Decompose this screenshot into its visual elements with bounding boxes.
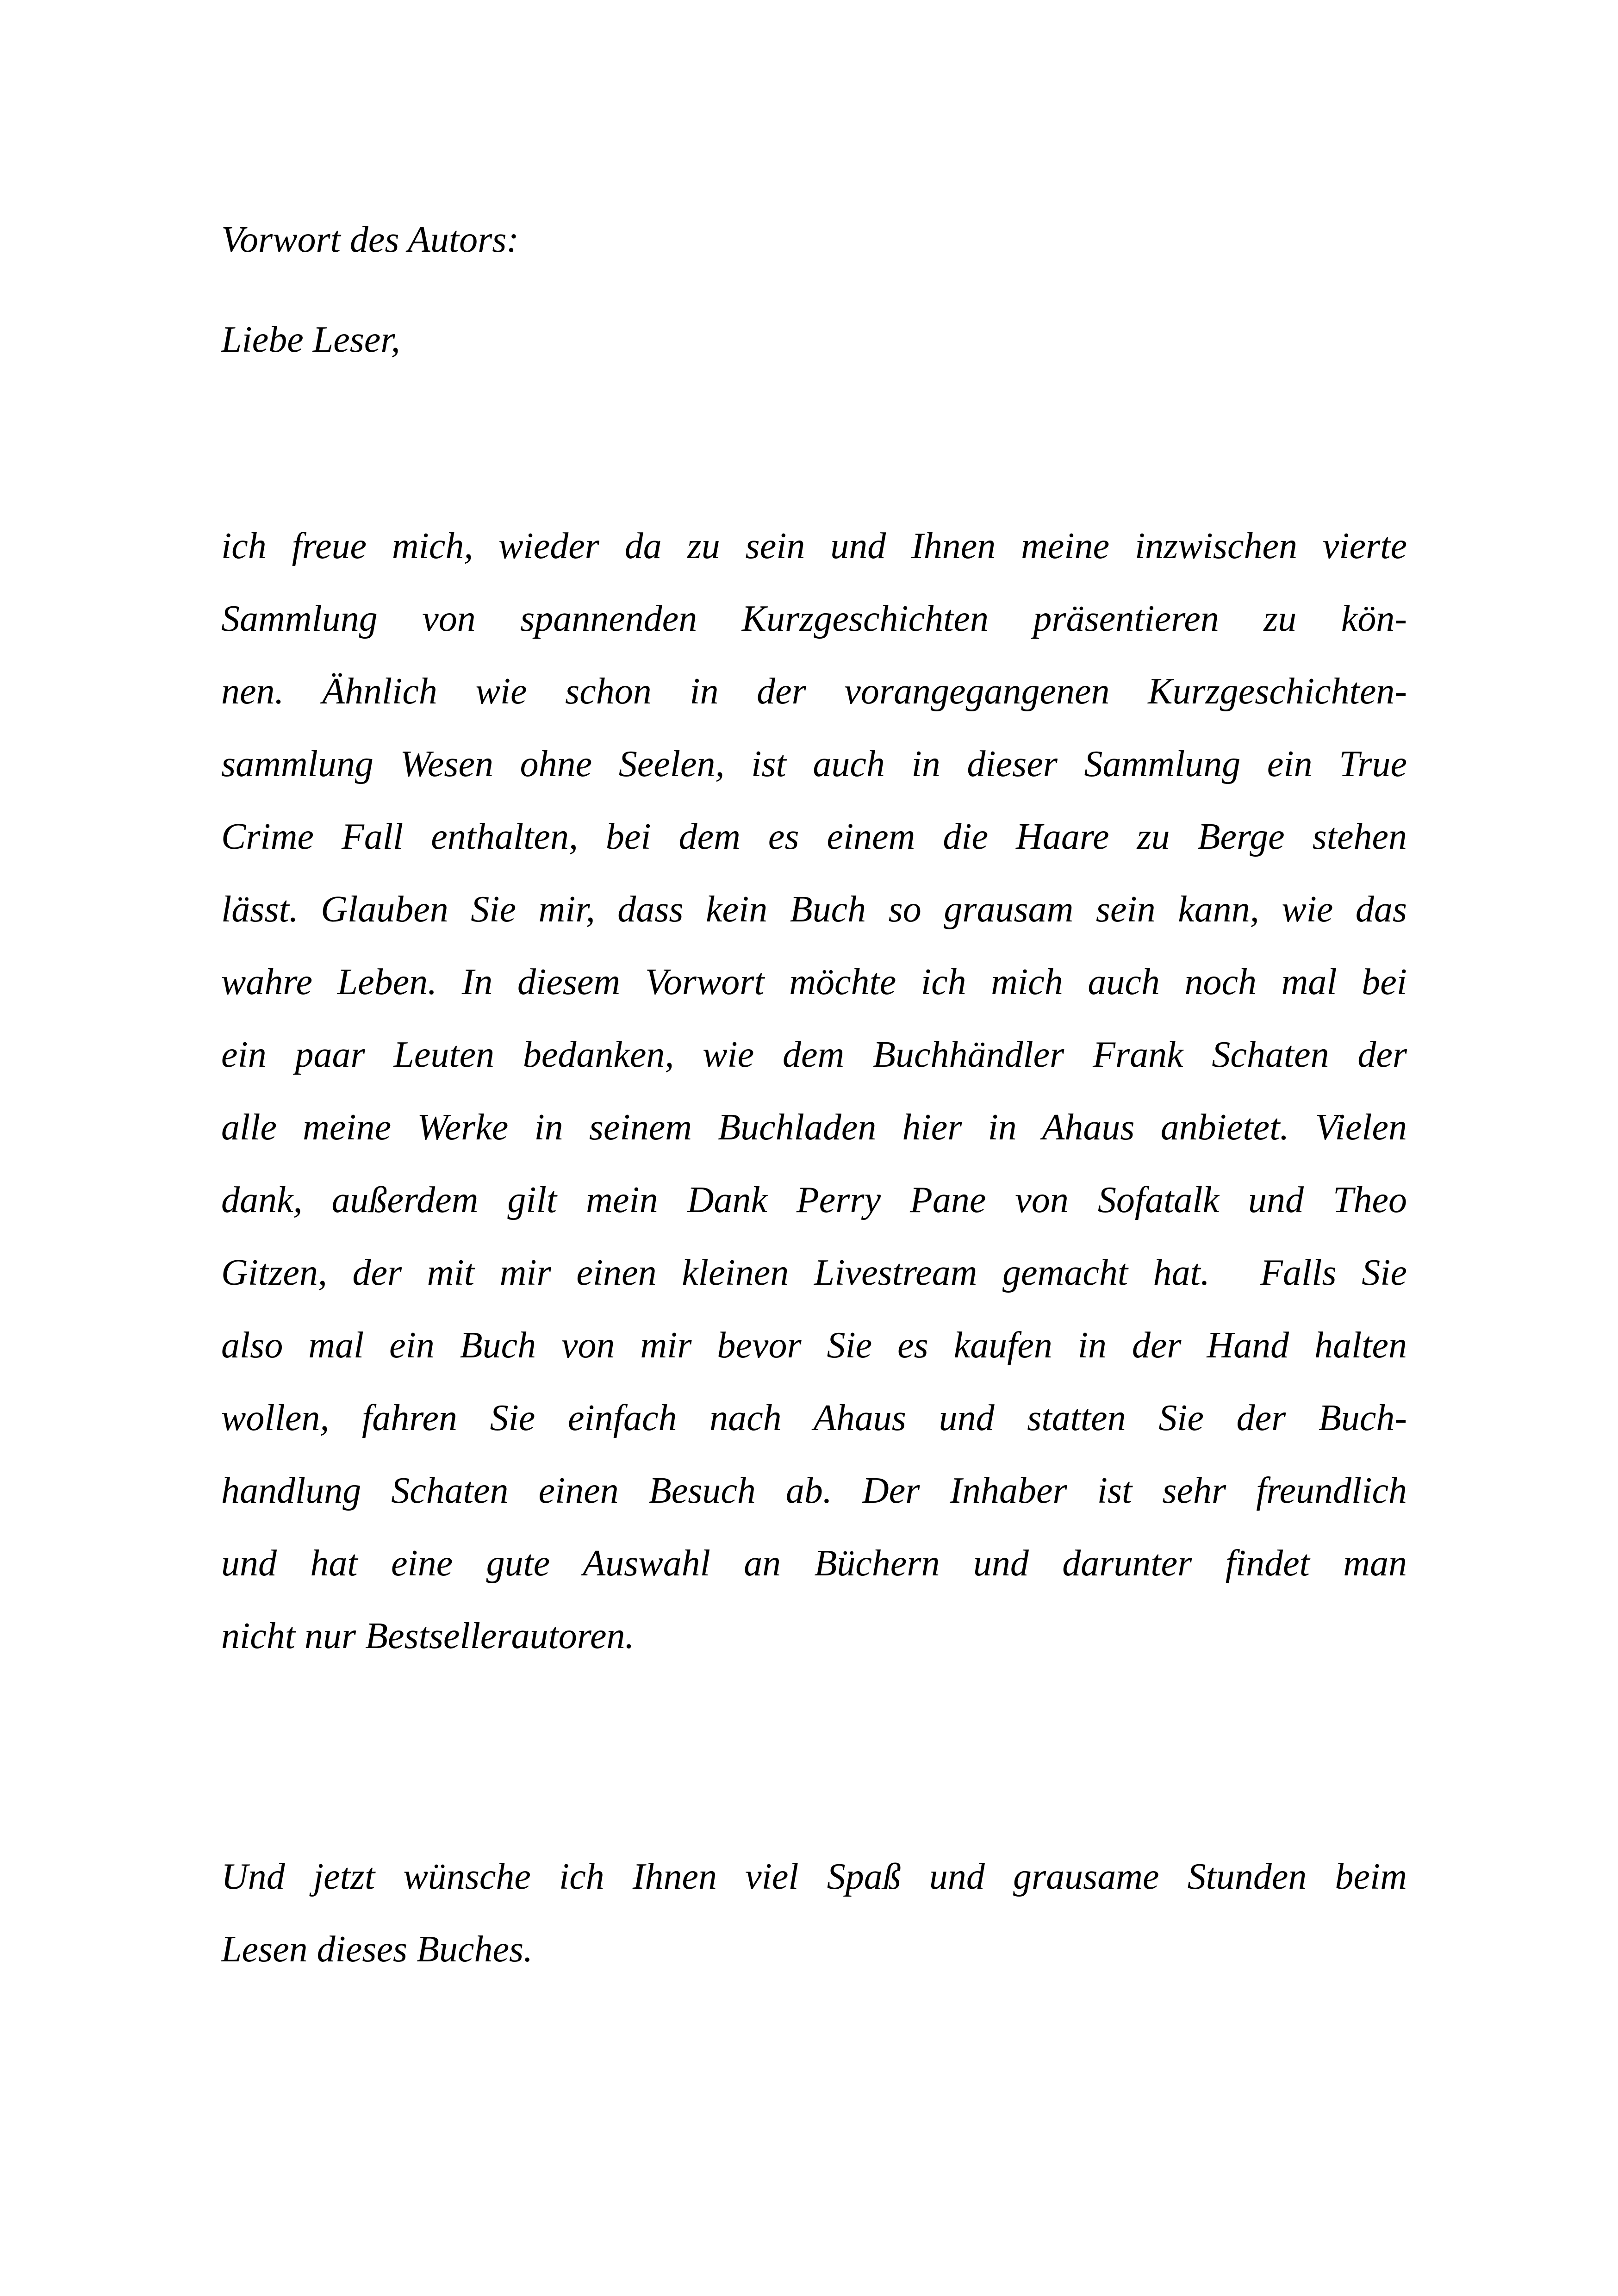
text-line: also mal ein Buch von mir bevor Sie es kaufen in der Hand halten — [221, 1325, 1407, 1366]
text-line: wahre Leben. In diesem Vorwort möchte ich mich auch noch mal bei — [221, 962, 1407, 1002]
body-paragraph-2 — [221, 1841, 1407, 1986]
text-line: handlung Schaten einen Besuch ab. Der Inhaber ist sehr freundlich — [221, 1470, 1407, 1511]
text-line: sammlung Wesen ohne Seelen, ist auch in dieser Sammlung ein True — [221, 744, 1407, 784]
text-line: Und jetzt wünsche ich Ihnen viel Spaß und grausame Stunden beim — [221, 1856, 1407, 1897]
text-line: alle meine Werke in seinem Buchladen hier in Ahaus anbietet. Vielen — [221, 1107, 1407, 1148]
text-line: Lesen dieses Buches. — [221, 1929, 533, 1970]
text-line: Crime Fall enthalten, bei dem es einem die Haare zu Berge stehen — [221, 816, 1407, 857]
text-line: ein paar Leuten bedanken, wie dem Buchhändler Frank Schaten der — [221, 1034, 1407, 1075]
text-line: nen. Ähnlich wie schon in der vorangegangenen Kurzgeschichten- — [221, 671, 1407, 712]
text-line: und hat eine gute Auswahl an Büchern und darunter findet man — [221, 1543, 1407, 1584]
text-line: ich freue mich, wieder da zu sein und Ihnen meine inzwischen vierte — [221, 526, 1407, 566]
text-line: Sammlung von spannenden Kurzgeschichten präsentieren zu kön- — [221, 598, 1407, 639]
salutation: Liebe Leser, — [221, 319, 400, 360]
body-paragraph-1 — [221, 510, 1407, 1673]
text-line: Gitzen, der mit mir einen kleinen Livestream gemacht hat. Falls Sie — [221, 1252, 1407, 1293]
page-title: Vorwort des Autors: — [221, 219, 519, 260]
text-line: nicht nur Bestsellerautoren. — [221, 1616, 635, 1656]
text-line: wollen, fahren Sie einfach nach Ahaus und statten Sie der Buch- — [221, 1398, 1407, 1438]
text-line: lässt. Glauben Sie mir, dass kein Buch so grausam sein kann, wie das — [221, 889, 1407, 930]
text-line: dank, außerdem gilt mein Dank Perry Pane von Sofatalk und Theo — [221, 1180, 1407, 1220]
